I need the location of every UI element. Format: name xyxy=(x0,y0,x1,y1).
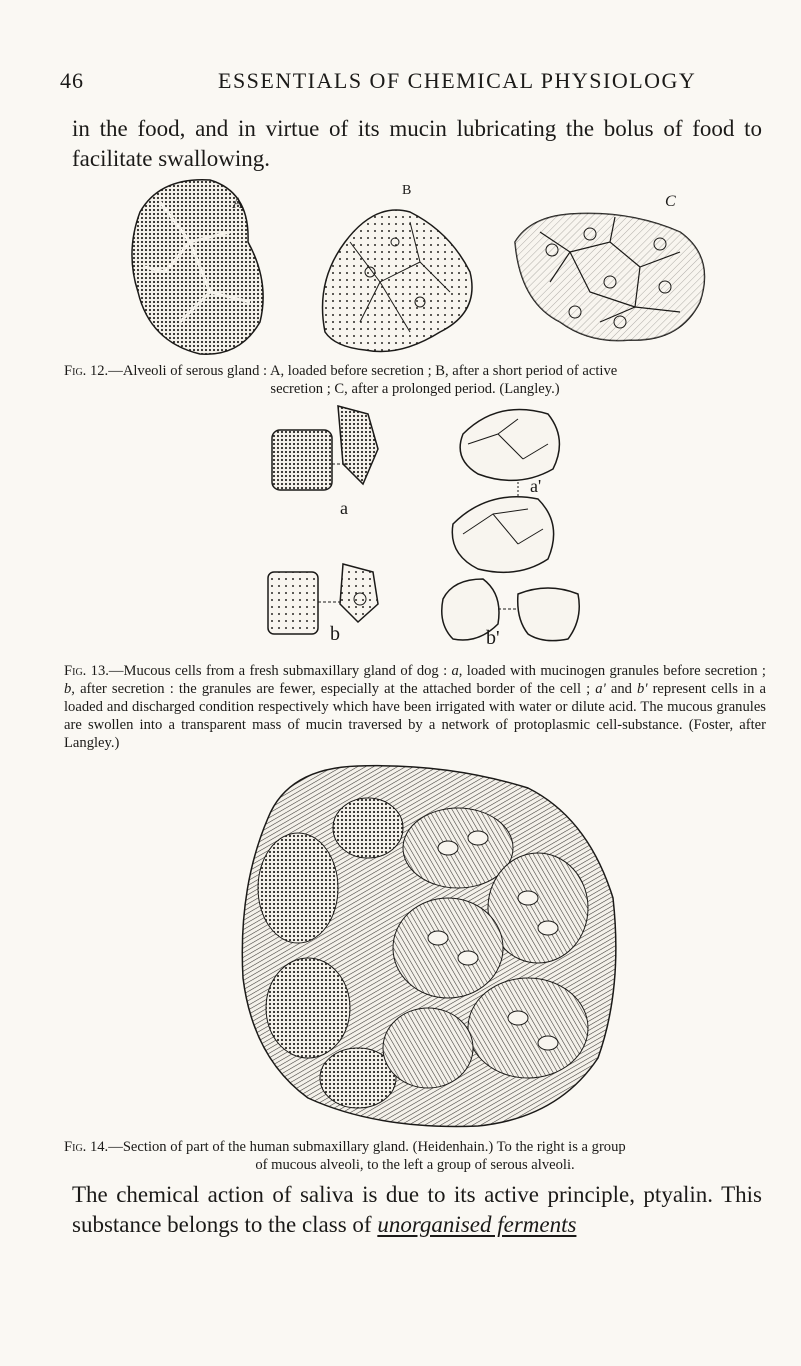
running-title: ESSENTIALS OF CHEMICAL PHYSIOLOGY xyxy=(218,68,697,93)
paragraph-bottom-main: The chemical action of saliva is due to its active principle, ptyalin. This substance belongs to the class of xyxy=(72,1182,762,1237)
figure-12-illustration xyxy=(120,172,720,360)
figure-13-illustration xyxy=(248,394,608,652)
figure-14-illustration xyxy=(228,758,628,1133)
figure-12 xyxy=(120,172,720,360)
fig12-label-c: C xyxy=(665,193,676,210)
fig13-label-b-prime: b' xyxy=(486,627,500,649)
page-number: 46 xyxy=(60,68,84,93)
running-header xyxy=(60,68,760,98)
figure-13-caption-b: b xyxy=(64,681,72,697)
fig13-label-a-prime: a' xyxy=(530,476,542,496)
figure-13-caption-b-prime: b' xyxy=(637,681,648,697)
figure-13-caption-part4: and xyxy=(605,681,638,697)
figure-13-caption-part2: , loaded with mucinogen granules before secretion ; xyxy=(458,663,766,679)
figure-13-caption-part1: —Mucous cells from a fresh submaxillary gland of dog : xyxy=(108,663,452,679)
figure-12-caption-line2: secretion ; C, after a prolonged period. (Langley.) xyxy=(270,381,560,397)
fig13-label-b: b xyxy=(330,623,340,645)
figure-14-caption-line2: of mucous alveoli, to the left a group of serous alveoli. xyxy=(255,1157,575,1173)
figure-12-caption xyxy=(64,362,766,398)
paragraph-bottom xyxy=(72,1180,762,1240)
cells-b-prime xyxy=(442,579,580,649)
figure-13-caption-a-prime: a' xyxy=(595,681,606,697)
alveolus-b xyxy=(323,183,473,352)
figure-12-caption-prefix: Fig. 12. xyxy=(64,363,109,379)
figure-13-caption-part3: , after secretion : the granules are fewer, especially at the attached border of the cell ; xyxy=(71,681,596,697)
figure-14-caption-line1: —Section of part of the human submaxillary gland. (Heidenhain.) To the right is a group xyxy=(108,1139,626,1155)
fig13-label-a: a xyxy=(340,498,348,518)
alveolus-a xyxy=(132,180,263,354)
paragraph-bottom-italic: unorganised ferments xyxy=(377,1212,577,1237)
paragraph-top: in the food, and in virtue of its mucin lubricating the bolus of food to facilitate swallowing. xyxy=(72,116,762,171)
cells-b xyxy=(268,564,378,645)
alveolus-c xyxy=(515,193,705,341)
fig12-label-a: A xyxy=(232,195,244,212)
figure-13-caption-prefix: Fig. 13. xyxy=(64,663,109,679)
figure-13-caption-part5: represent cells in a loaded and discharged condition respectively which have been irrigated with water or dilute acid. The mucous granules are swollen into a transparent mass of mucin traversed by a network of protoplasmic cell-substance. (Foster, after Langley.) xyxy=(64,681,766,751)
cells-a xyxy=(272,406,378,518)
figure-13 xyxy=(248,394,608,652)
figure-14-caption xyxy=(64,1138,766,1174)
figure-13-caption xyxy=(64,662,766,752)
figure-12-caption-line1: —Alveoli of serous gland : A, loaded before secretion ; B, after a short period of active xyxy=(108,363,618,379)
figure-14-caption-prefix: Fig. 14. xyxy=(64,1139,109,1155)
fig12-label-b: B xyxy=(402,183,412,198)
figure-13-caption-a: a xyxy=(451,663,459,679)
figure-14 xyxy=(228,758,628,1133)
cells-a-prime xyxy=(452,410,559,573)
